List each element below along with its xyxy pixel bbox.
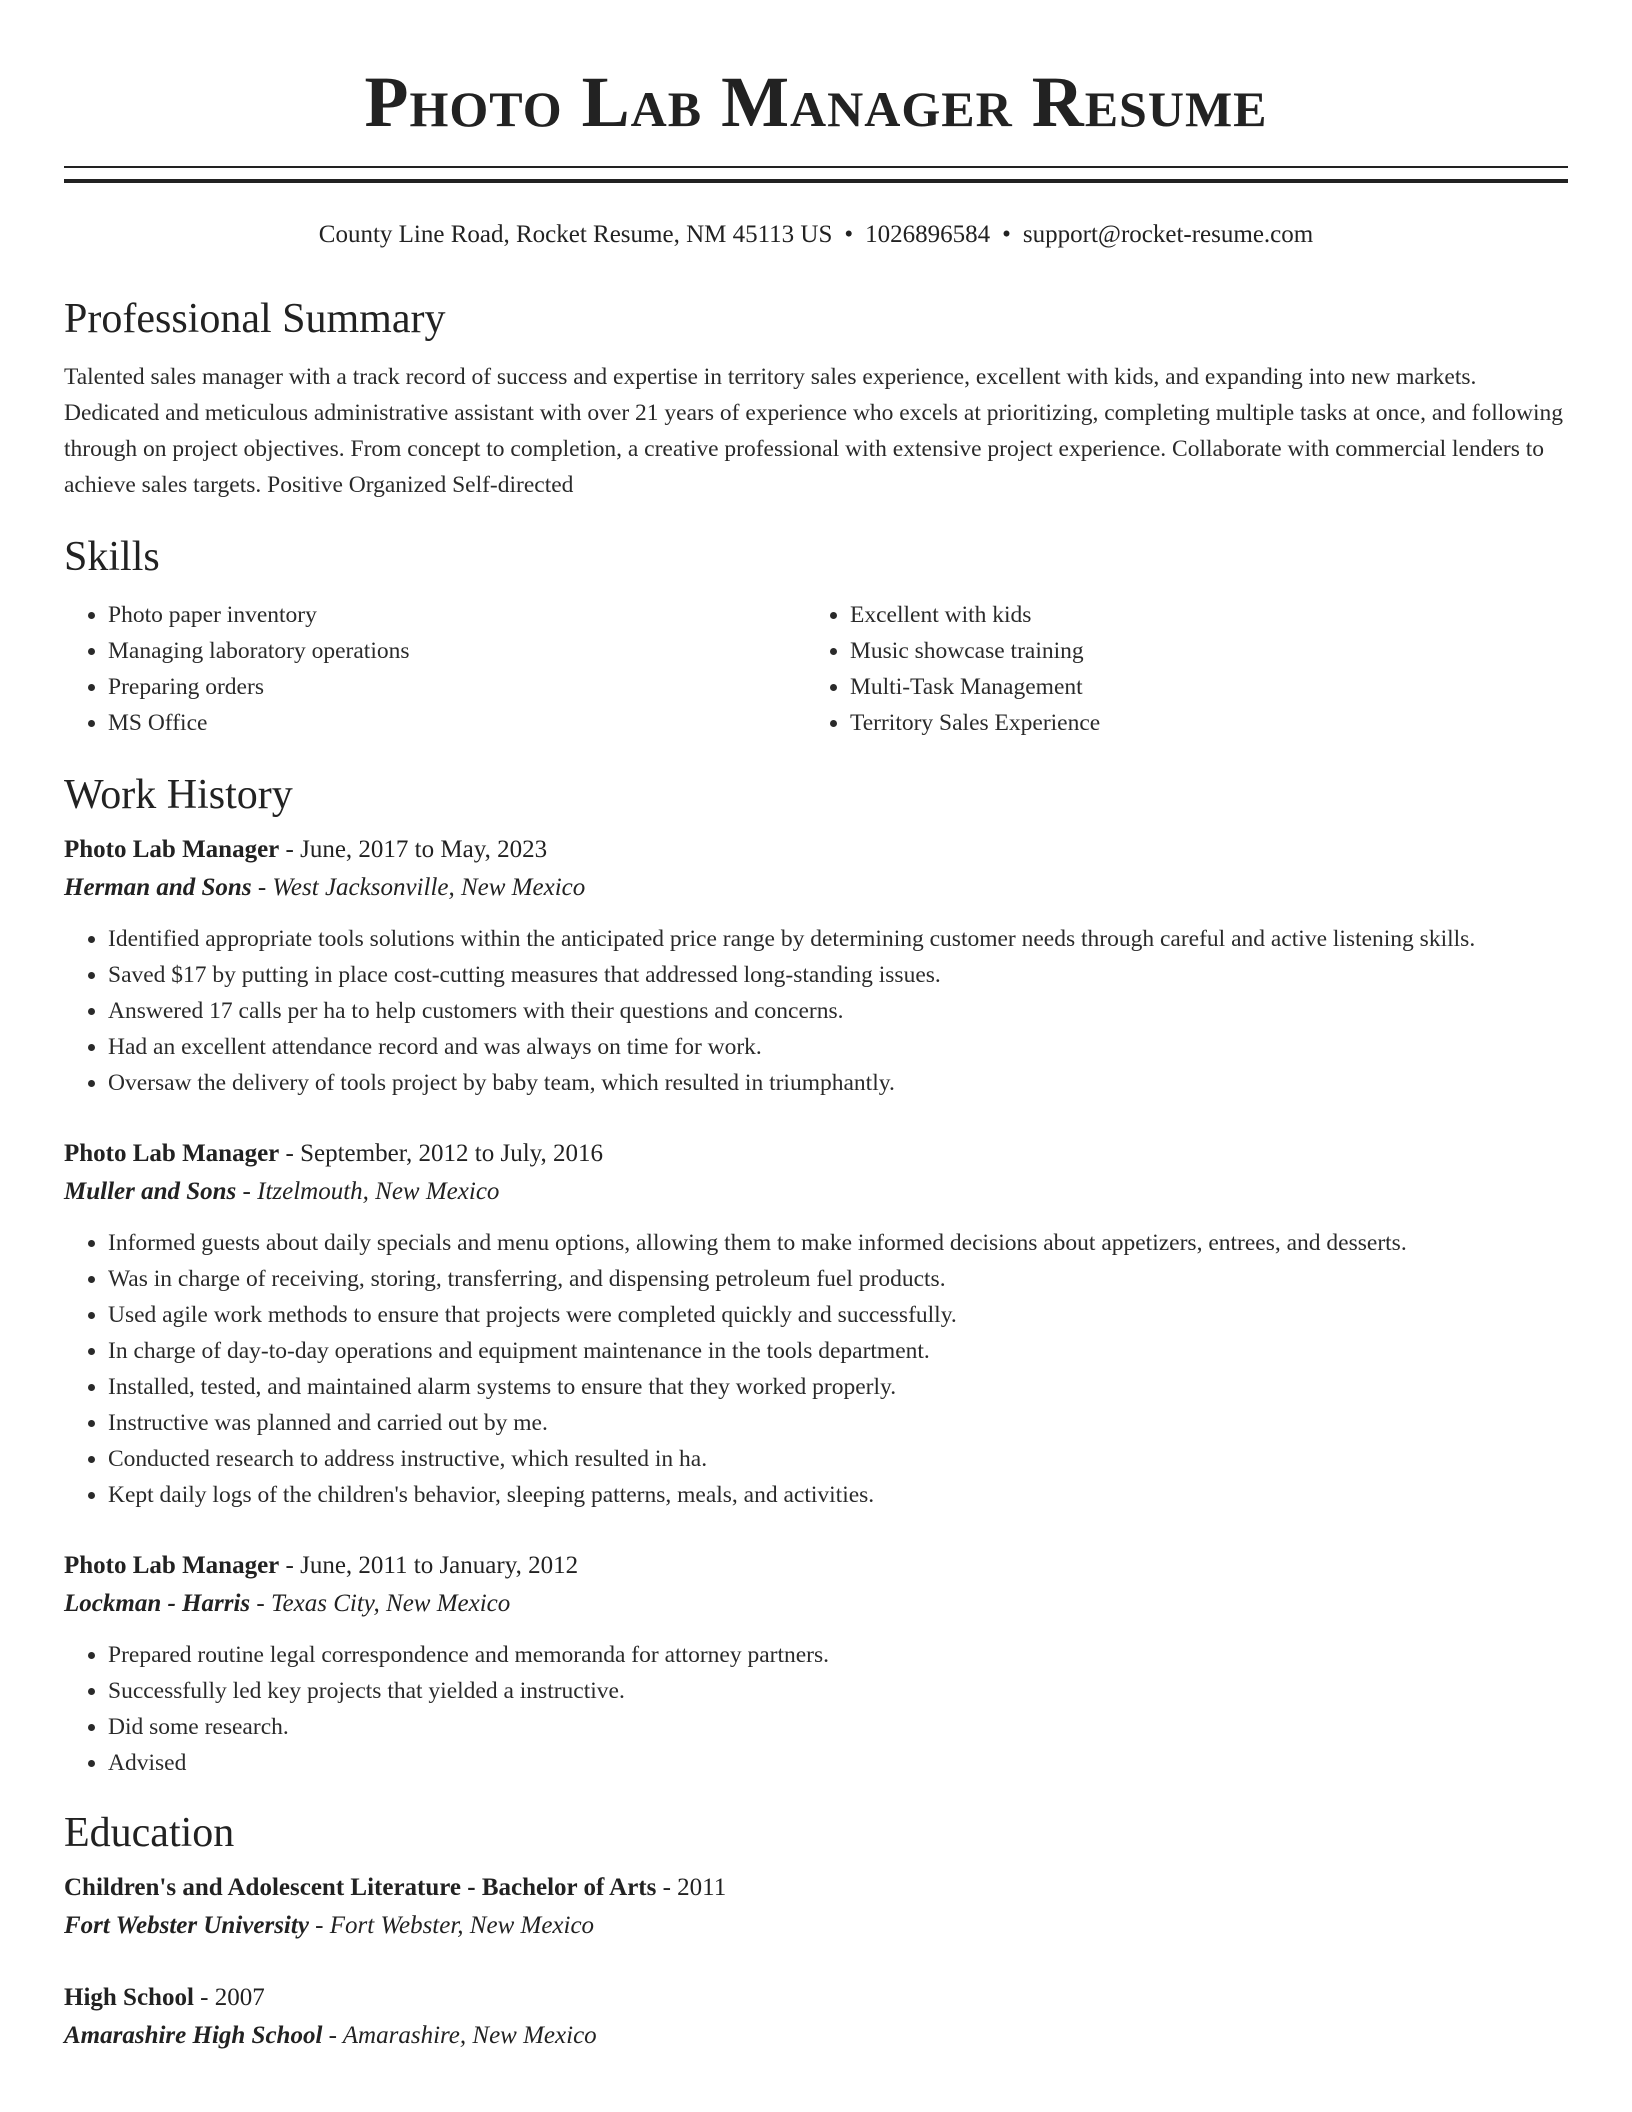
summary-text: Talented sales manager with a track record of success and expertise in territory sales experience, excellent with kids, and expanding into new markets. Dedicated and meticulous administrative assistant with over 21 years of experience who excels at prioritizing, completing multiple tasks at once, and following through on project objectives. From concept to completion, a creative professional with extensive project experience. Collaborate with commercial lenders to achieve sales targets. Positive Organized Self-directed: [64, 364, 1564, 498]
education-entry: [64, 1869, 1568, 1945]
job-entry: [64, 1547, 1568, 1781]
degree-line: [64, 1869, 1568, 1907]
skills-list-right: [806, 597, 1548, 741]
job-bullet: • Instructive was planned and carried out by me.: [108, 1405, 1568, 1441]
company-location: - West Jacksonville, New Mexico: [251, 874, 586, 901]
school-name: Fort Webster University: [64, 1912, 309, 1939]
skill-item: • Excellent with kids: [850, 597, 1548, 633]
company-name: Lockman - Harris: [64, 1590, 251, 1617]
job-entry: [64, 1135, 1568, 1513]
graduation-year: - 2011: [656, 1874, 727, 1901]
school-line: [64, 2017, 1568, 2055]
education-entry: [64, 1979, 1568, 2055]
company-location: - Texas City, New Mexico: [250, 1590, 511, 1617]
contact-phone: 1026896584: [865, 221, 991, 248]
contact-line: [64, 219, 1568, 251]
job-title-line: [64, 1547, 1568, 1585]
skills-column-left: [64, 597, 806, 741]
skill-item: • Photo paper inventory: [108, 597, 806, 633]
job-title-line: [64, 1135, 1568, 1173]
job-entry: [64, 831, 1568, 1101]
job-bullet: • Kept daily logs of the children's behavior, sleeping patterns, meals, and activities.: [108, 1477, 1568, 1513]
company-line: [64, 1585, 1568, 1623]
contact-separator: •: [844, 221, 854, 248]
school-name: Amarashire High School: [64, 2022, 323, 2049]
job-bullet: • Used agile work methods to ensure that projects were completed quickly and successfully.: [108, 1297, 1568, 1333]
job-title-line: [64, 831, 1568, 869]
job-bullet: • Did some research.: [108, 1709, 1568, 1745]
section-heading-work-history: Work History: [64, 772, 293, 818]
job-bullet: • Informed guests about daily specials and menu options, allowing them to make informed decisions about appetizers, entrees, and desserts.: [108, 1225, 1568, 1261]
skills-list-left: [64, 597, 806, 741]
job-bullet: • In charge of day-to-day operations and equipment maintenance in the tools department.: [108, 1333, 1568, 1369]
job-bullets: [64, 1637, 1568, 1781]
job-dates: - September, 2012 to July, 2016: [279, 1140, 604, 1167]
job-bullet: • Installed, tested, and maintained alarm systems to ensure that they worked properly.: [108, 1369, 1568, 1405]
job-bullets: [64, 1225, 1568, 1513]
contact-email: support@rocket-resume.com: [1022, 221, 1314, 248]
title-double-rule: [64, 166, 1568, 183]
company-location: - Itzelmouth, New Mexico: [236, 1178, 500, 1205]
company-name: Muller and Sons: [64, 1178, 237, 1205]
graduation-year: - 2007: [193, 1984, 265, 2011]
school-location: - Fort Webster, New Mexico: [308, 1912, 595, 1939]
company-line: [64, 1173, 1568, 1211]
skill-item: • Managing laboratory operations: [108, 633, 806, 669]
company-line: [64, 869, 1568, 907]
degree-name: Children's and Adolescent Literature - Bachelor of Arts: [64, 1874, 657, 1901]
skill-item: • Music showcase training: [850, 633, 1548, 669]
job-bullet: • Was in charge of receiving, storing, transferring, and dispensing petroleum fuel products.: [108, 1261, 1568, 1297]
section-heading-skills: Skills: [64, 534, 160, 580]
job-bullets: [64, 921, 1568, 1101]
resume-title: Photo Lab Manager Resume: [364, 62, 1268, 142]
job-title: Photo Lab Manager: [64, 836, 280, 863]
school-line: [64, 1907, 1568, 1945]
job-bullet: • Oversaw the delivery of tools project by baby team, which resulted in triumphantly.: [108, 1065, 1568, 1101]
school-location: - Amarashire, New Mexico: [322, 2022, 597, 2049]
job-bullet: • Advised: [108, 1745, 1568, 1781]
job-title: Photo Lab Manager: [64, 1552, 280, 1579]
degree-line: [64, 1979, 1568, 2017]
skills-column-right: [806, 597, 1548, 741]
job-bullet: • Prepared routine legal correspondence and memoranda for attorney partners.: [108, 1637, 1568, 1673]
job-bullet: • Answered 17 calls per ha to help customers with their questions and concerns.: [108, 993, 1568, 1029]
contact-separator: •: [1002, 221, 1011, 248]
job-dates: - June, 2017 to May, 2023: [279, 836, 548, 863]
job-bullet: • Had an excellent attendance record and was always on time for work.: [108, 1029, 1568, 1065]
skill-item: • MS Office: [108, 705, 806, 741]
job-bullet: • Conducted research to address instructive, which resulted in ha.: [108, 1441, 1568, 1477]
job-dates: - June, 2011 to January, 2012: [279, 1552, 579, 1579]
job-bullet: • Successfully led key projects that yielded a instructive.: [108, 1673, 1568, 1709]
company-name: Herman and Sons: [64, 874, 252, 901]
section-heading-summary: Professional Summary: [64, 296, 446, 342]
skill-item: • Preparing orders: [108, 669, 806, 705]
skills-grid: [64, 597, 1568, 741]
contact-address: County Line Road, Rocket Resume, NM 45113 US: [318, 221, 833, 248]
job-bullet: • Identified appropriate tools solutions within the anticipated price range by determining customer needs through careful and active listening skills.: [108, 921, 1568, 957]
skill-item: • Multi-Task Management: [850, 669, 1548, 705]
section-heading-education: Education: [64, 1810, 235, 1856]
job-bullet: • Saved $17 by putting in place cost-cutting measures that addressed long-standing issues.: [108, 957, 1568, 993]
job-title: Photo Lab Manager: [64, 1140, 280, 1167]
degree-name: High School: [64, 1984, 194, 2011]
skill-item: • Territory Sales Experience: [850, 705, 1548, 741]
